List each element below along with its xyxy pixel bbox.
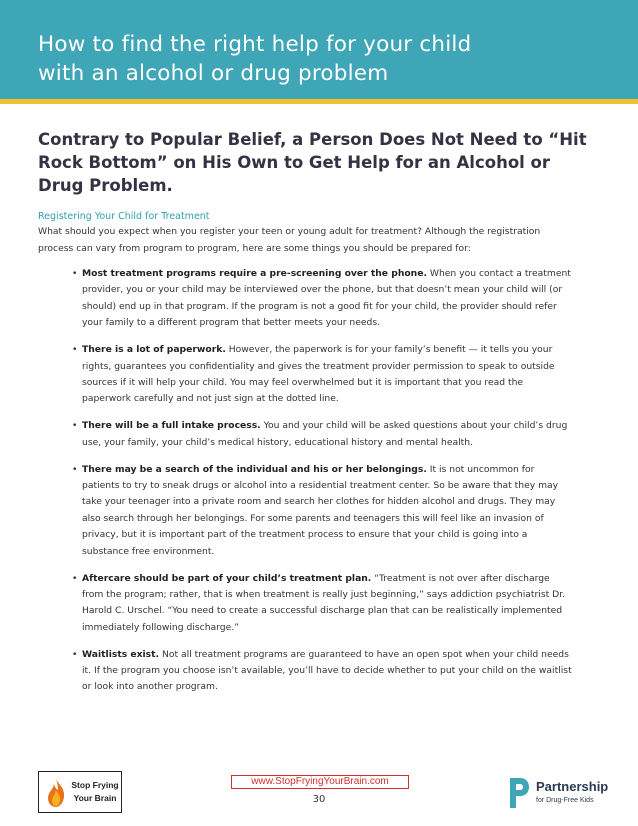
partnership-logo <box>508 776 618 812</box>
partnership-name: Partnership <box>536 779 609 794</box>
bullet-lead: There may be a search of the individual and his or her belongings. <box>82 463 427 475</box>
stop-frying-your-brain-logo <box>38 771 122 813</box>
bullet-icon: • <box>72 463 78 475</box>
bullet-item-waitlists <box>72 647 572 696</box>
bullet-icon: • <box>72 344 78 356</box>
bullet-item-search <box>72 462 572 560</box>
intro-line-1: What should you expect when you register your teen or young adult for treatment? Although the registration <box>38 226 541 237</box>
bullet-item-intake <box>72 418 572 451</box>
bullet-lead: There is a lot of paperwork. <box>82 344 226 356</box>
flame-icon <box>45 778 67 808</box>
subheading <box>38 128 608 197</box>
bullet-item-prescreening <box>72 266 572 332</box>
website-link[interactable]: www.StopFryingYourBrain.com <box>231 775 409 789</box>
bullet-text: It is not uncommon for patients to try to sneak drugs or alcohol into a residential treatment center. So be aware that they may take your teenager into a private room and search her clothes for hidden alcohol and drugs. They may also search through her belongings. For some parents and teenagers this will feel like an invasion of privacy, but it is important part of the treatment process to ensure that your child is going into a substance free environment. <box>82 463 559 557</box>
partnership-p-icon <box>508 776 530 810</box>
bullet-list <box>72 266 572 706</box>
page-number: 30 <box>312 794 326 805</box>
header-rule <box>0 99 638 104</box>
bullet-lead: There will be a full intake process. <box>82 420 261 432</box>
bullet-lead: Waitlists exist. <box>82 648 160 660</box>
page-title-line-1: How to find the right help for your child <box>38 32 472 57</box>
bullet-text: You and your child will be asked questions about your child’s drug use, your family, your child’s medical history, educational history and mental health. <box>82 420 568 448</box>
subheading-line-1: Contrary to Popular Belief, a Person Does Not Need to “Hit <box>38 130 587 149</box>
bullet-text: When you contact a treatment provider, you or your child may be interviewed over the phone, but that doesn’t mean your child will (or should) end up in that program. If the program is not a good fit for your child, the provider should refer your family to a different program that better meets your needs. <box>82 268 571 329</box>
bullet-icon: • <box>72 648 78 660</box>
bullet-icon: • <box>72 268 78 279</box>
subheading-line-3: Drug Problem. <box>38 176 173 195</box>
page-title-line-2: with an alcohol or drug problem <box>38 61 389 86</box>
logo-left-line-1: Stop Frying <box>71 780 119 790</box>
bullet-icon: • <box>72 572 78 584</box>
subheading-line-2: Rock Bottom” on His Own to Get Help for an Alcohol or <box>38 153 551 172</box>
bullet-lead: Aftercare should be part of your child’s treatment plan. <box>82 572 372 584</box>
page-title <box>38 30 608 88</box>
bullet-text: However, the paperwork is for your family’s benefit — it tells you your rights, guarantees you confidentiality and gives the treatment provider permission to speak to outside sources if it will help your child. You may feel overwhelmed but it is important that you read the paperwork carefully and not just sign at the dotted line. <box>82 344 555 405</box>
logo-left-line-2: Your Brain <box>73 793 117 803</box>
bullet-item-paperwork <box>72 342 572 408</box>
section-label: Registering Your Child for Treatment <box>38 211 210 222</box>
partnership-tagline: for Drug-Free Kids <box>536 797 594 804</box>
bullet-text: “Treatment is not over after discharge from the program; rather, that is when treatment is really just beginning,” says addiction psychiatrist Dr. Harold C. Urschel. “You need to create a successful discharge plan that can be realistically implemented immediately following discharge.” <box>82 572 566 633</box>
logo-left-text <box>69 779 121 805</box>
intro-paragraph <box>38 224 598 257</box>
bullet-lead: Most treatment programs require a pre-screening over the phone. <box>82 268 427 279</box>
bullet-item-aftercare <box>72 571 572 637</box>
bullet-text: Not all treatment programs are guaranteed to have an open spot when your child needs it. If the program you choose isn’t available, you’ll have to decide whether to put your child on the waitlist or look into another program. <box>82 648 572 693</box>
intro-line-2: process can vary from program to program, here are some things you should be prepared for: <box>38 242 471 254</box>
bullet-icon: • <box>72 420 78 432</box>
